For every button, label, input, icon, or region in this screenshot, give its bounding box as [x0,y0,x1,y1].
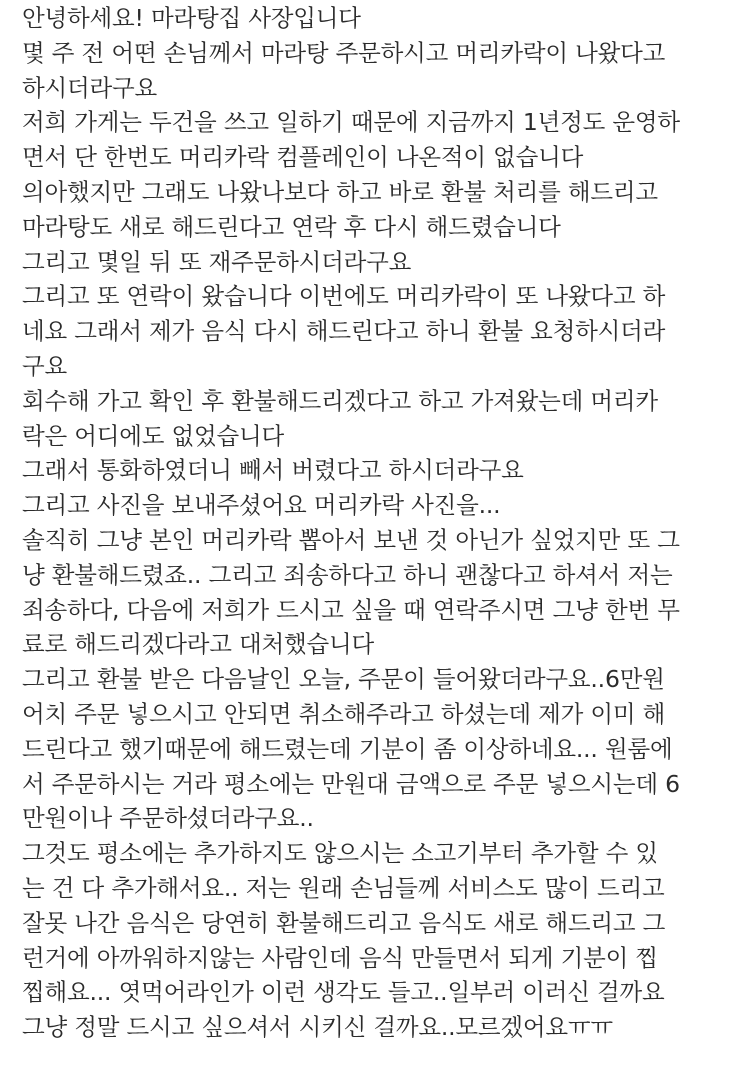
text-line: 드린다고 했기때문에 해드렸는데 기분이 좀 이상하네요... 원룸에 [22,734,673,763]
text-line: 네요 그래서 제가 음식 다시 해드린다고 하니 환불 요청하시더라 [22,317,666,346]
text-line: 죄송하다, 다음에 저희가 드시고 싶을 때 연락주시면 그냥 한번 무 [22,595,680,624]
text-line: 의아했지만 그래도 나왔나보다 하고 바로 환불 처리를 해드리고 [22,177,658,206]
text-line: 하시더라구요 [22,73,158,102]
text-line: 솔직히 그냥 본인 머리카락 뽑아서 보낸 것 아닌가 싶었지만 또 그 [22,525,680,554]
text-line: 그리고 사진을 보내주셨어요 머리카락 사진을... [22,491,501,520]
text-line: 그리고 또 연락이 왔습니다 이번에도 머리카락이 또 나왔다고 하 [22,282,666,311]
text-line: 면서 단 한번도 머리카락 컴플레인이 나온적이 없습니다 [22,143,584,172]
text-line: 료로 해드리겠다라고 대처했습니다 [22,630,375,659]
text-line: 안녕하세요! 마라탕집 사장입니다 [22,4,361,32]
text-line: 그래서 통화하였더니 빼서 버렸다고 하시더라구요 [22,456,524,485]
text-line: 그리고 몇일 뒤 또 재주문하시더라구요 [22,247,412,276]
text-line: 는 건 다 추가해서요.. 저는 원래 손님들께 서비스도 많이 드리고 [22,873,665,902]
text-line: 서 주문하시는 거라 평소에는 만원대 금액으로 주문 넣으시는데 6 [22,769,680,798]
text-line: 그것도 평소에는 추가하지도 않으시는 소고기부터 추가할 수 있 [22,839,658,868]
text-line: 그냥 정말 드시고 싶으셔서 시키신 걸까요..모르겠어요ㅠㅠ [22,1013,613,1042]
text-line: 찝해요... 엿먹어라인가 이런 생각도 들고..일부러 이러신 걸까요 [22,978,665,1007]
text-line: 그리고 환불 받은 다음날인 오늘, 주문이 들어왔더라구요..6만원 [22,665,665,694]
text-line: 저희 가게는 두건을 쓰고 일하기 때문에 지금까지 1년정도 운영하 [22,108,680,137]
text-line: 몇 주 전 어떤 손님께서 마라탕 주문하시고 머리카락이 나왔다고 [22,38,666,67]
text-line: 냥 환불해드렸죠.. 그리고 죄송하다고 하니 괜찮다고 하셔서 저는 [22,560,673,589]
text-line: 락은 어디에도 없었습니다 [22,421,285,450]
text-line: 구요 [22,351,68,380]
text-line: 마라탕도 새로 해드린다고 연락 후 다시 해드렸습니다 [22,212,561,241]
text-line: 런거에 아까워하지않는 사람인데 음식 만들면서 되게 기분이 찝 [22,943,658,972]
text-line: 만원이나 주문하셨더라구요.. [22,804,314,833]
text-line: 어치 주문 넣으시고 안되면 취소해주라고 하셨는데 제가 이미 해 [22,699,666,728]
text-line: 회수해 가고 확인 후 환불해드리겠다고 하고 가져왔는데 머리카 [22,386,658,415]
text-line: 잘못 나간 음식은 당연히 환불해드리고 음식도 새로 해드리고 그 [22,908,666,937]
